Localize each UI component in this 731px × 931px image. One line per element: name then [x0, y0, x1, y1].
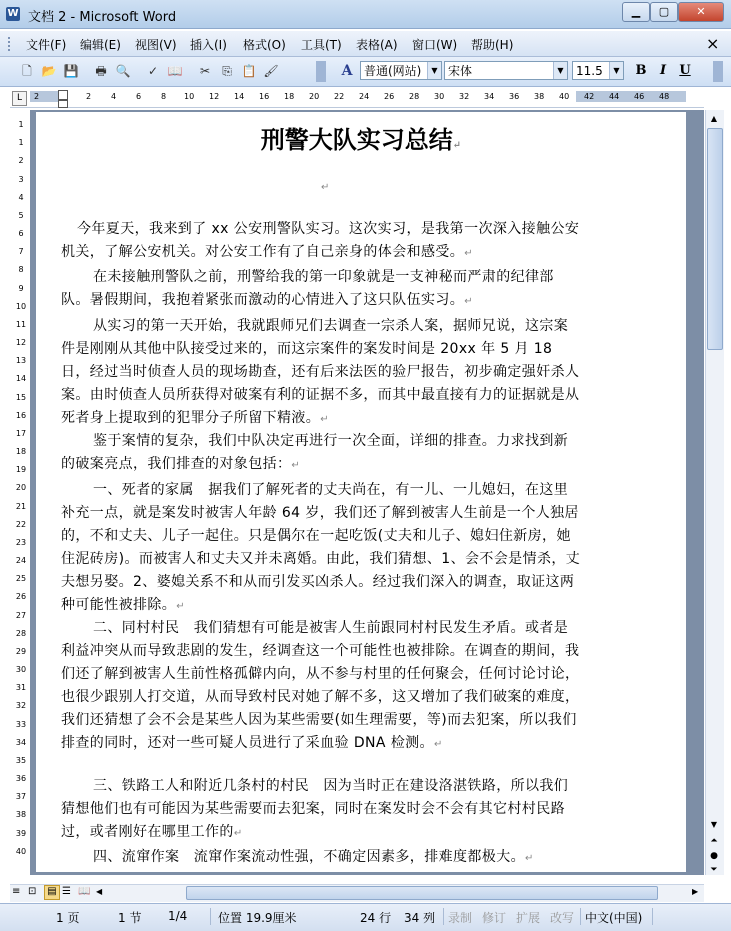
menu-file[interactable]: 文件(F)	[26, 38, 67, 52]
status-extend-selection[interactable]: 扩展	[516, 911, 541, 925]
vruler-number: 36	[15, 774, 27, 784]
ruler-number: 20	[309, 92, 320, 101]
vruler-number: 21	[15, 501, 27, 511]
ruler-number: 32	[459, 92, 470, 101]
status-separator	[210, 908, 211, 925]
paragraph-mark: ↵	[233, 828, 243, 839]
status-line: 24 行	[360, 911, 392, 925]
horizontal-scroll-thumb[interactable]	[186, 886, 658, 900]
vruler-number: 11	[15, 319, 27, 329]
vruler-number: 18	[15, 447, 27, 457]
vruler-number: 37	[15, 792, 27, 802]
status-track-changes[interactable]: 修订	[482, 911, 507, 925]
title-bar	[0, 0, 731, 29]
status-page: 1 页	[56, 911, 80, 925]
menu-format[interactable]: 格式(O)	[243, 38, 286, 52]
paragraph-mark: ↵	[464, 296, 473, 307]
menu-help[interactable]: 帮助(H)	[471, 38, 514, 52]
vertical-scroll-thumb[interactable]	[707, 128, 723, 350]
previous-page-icon[interactable]: ⏶	[710, 836, 718, 846]
vruler-number: 20	[15, 483, 27, 493]
status-separator	[580, 908, 581, 925]
vruler-number: 16	[15, 410, 27, 420]
style-select-value: 普通(网站)	[364, 64, 422, 78]
vertical-ruler[interactable]	[10, 110, 31, 875]
paragraph	[61, 846, 581, 870]
ruler-number: 48	[659, 92, 670, 101]
paragraph	[61, 218, 581, 265]
vruler-number: 31	[15, 683, 27, 693]
font-select[interactable]	[444, 61, 568, 80]
menu-edit[interactable]: 编辑(E)	[80, 38, 121, 52]
ruler-number: 2	[34, 92, 40, 101]
status-bar	[0, 903, 731, 931]
paragraph-mark: ↵	[291, 460, 301, 471]
vruler-number: 14	[15, 374, 27, 384]
menu-insert[interactable]: 插入(I)	[190, 38, 227, 52]
ruler-number: 38	[534, 92, 545, 101]
chevron-down-icon: ▼	[553, 62, 567, 79]
outline-view-icon[interactable]: ☰	[62, 886, 71, 897]
menu-tools[interactable]: 工具(T)	[301, 38, 342, 52]
scroll-left-arrow-icon[interactable]: ◀	[96, 887, 103, 896]
empty-paragraph-mark: ↵	[321, 182, 330, 193]
vruler-number: 2	[18, 156, 24, 166]
copy-icon[interactable]: ⎘	[222, 64, 232, 78]
print-icon[interactable]: 🖶	[95, 64, 107, 78]
vruler-number: 5	[18, 210, 24, 220]
ruler-number: 8	[161, 92, 167, 101]
minimize-button[interactable]: ▁	[622, 2, 650, 22]
vruler-number: 17	[15, 428, 27, 438]
toolbar-options-chevron[interactable]	[316, 61, 326, 82]
menu-grip[interactable]	[8, 37, 16, 51]
paragraph-text: 二、同村村民 我们猜想有可能是被害人生前跟同村村民发生矛盾。或者是利益冲突从而导致悲剧的发生，经调查这一个可能性也被排除。在调查的期间，我们还了解到被害人生前性格孤僻内向，从不参与村里的任何聚会，任何讨论讨论，也很少跟别人打交道，从而导致村民对她了解不多，这又增加了我们破案的难度，我们还猜想了会不会是某些人因为某些需要(如生理需要，等)而去犯案，所以我们排查的同时，还对一些可疑人员进行了采血验 DNA 检测。	[61, 620, 580, 751]
document-title-text: 刑警大队实习总结	[260, 125, 453, 154]
ruler-number: 16	[259, 92, 270, 101]
normal-view-icon[interactable]: ≡	[12, 886, 21, 897]
toolbar-options-chevron-2[interactable]	[713, 61, 723, 82]
status-column: 34 列	[404, 911, 436, 925]
vruler-number: 1	[18, 138, 24, 148]
vruler-number: 3	[18, 174, 24, 184]
style-select[interactable]	[360, 61, 442, 80]
close-document-button[interactable]: ×	[706, 34, 720, 53]
vruler-number: 27	[15, 610, 27, 620]
vruler-number: 30	[15, 665, 27, 675]
vruler-number: 6	[18, 229, 24, 239]
toolbar	[0, 57, 731, 87]
vruler-number: 34	[15, 737, 27, 747]
ruler-number: 6	[136, 92, 142, 101]
select-browse-object-icon[interactable]: ●	[710, 851, 718, 861]
vruler-number: 23	[15, 537, 27, 547]
status-separator	[652, 908, 653, 925]
web-layout-view-icon[interactable]: ⊡	[28, 886, 37, 897]
new-document-icon[interactable]: 🗋	[22, 64, 32, 78]
paragraph	[61, 617, 581, 756]
paragraph-text: 一、死者的家属 据我们了解死者的丈夫尚在，有一儿、一儿媳妇，在这里补充一点，就是案发时被害人年龄 64 岁，我们还了解到被害人生前是一个人独居的，不和丈夫、儿子一起住。只是偶尔在一起吃饭(丈夫和儿子、媳妇住新房，她住泥砖房)。而被害人和丈夫又并未离婚。由此，我们猜想、1、会不会是情杀，丈夫想另娶。2、婆媳关系不和从而引发买凶杀人。经过我们深入的调查，取证这两种可能性被排除。	[61, 482, 581, 613]
status-pages: 1/4	[168, 909, 188, 923]
open-folder-icon[interactable]: 📂	[41, 64, 57, 78]
ruler-number: 46	[634, 92, 645, 101]
ruler-number: 42	[584, 92, 595, 101]
vruler-number: 19	[15, 465, 27, 475]
vruler-number: 35	[15, 755, 27, 765]
paragraph	[61, 479, 581, 618]
paragraph	[61, 775, 581, 845]
window-title: 文档 2 - Microsoft Word	[28, 10, 177, 25]
paragraph-text: 在未接触刑警队之前，刑警给我的第一印象就是一支神秘而严肃的纪律部队。暑假期间，我抱着紧张而激动的心情进入了这只队伍实习。	[61, 269, 554, 308]
status-separator	[443, 908, 444, 925]
paragraph-text: 四、流窜作案 流窜作案流动性强，不确定因素多，排难度都极大。	[93, 849, 525, 865]
vruler-number: 32	[15, 701, 27, 711]
print-preview-icon[interactable]: 🔍	[115, 64, 131, 78]
tab-selector[interactable]: L	[12, 91, 27, 106]
vruler-number: 9	[18, 283, 24, 293]
scroll-up-arrow-icon[interactable]: ▲	[710, 114, 718, 123]
document-title	[36, 120, 686, 155]
vruler-number: 39	[15, 828, 27, 838]
paragraph	[61, 430, 581, 477]
vruler-number: 29	[15, 646, 27, 656]
ruler-numbers	[0, 89, 731, 107]
vruler-number: 26	[15, 592, 27, 602]
ruler-number: 44	[609, 92, 620, 101]
status-language[interactable]: 中文(中国)	[585, 911, 643, 925]
close-window-button[interactable]: ✕	[678, 2, 724, 22]
vertical-ruler-numbers	[10, 110, 30, 875]
vruler-number: 10	[15, 301, 27, 311]
paragraph-text: 今年夏天，我来到了 xx 公安刑警队实习。这次实习，是我第一次深入接触公安机关，了解公安机关。对公安工作有了自己亲身的体会和感受。	[61, 221, 580, 260]
menu-view[interactable]: 视图(V)	[135, 38, 177, 52]
paragraph-text: 从实习的第一天开始，我就跟师兄们去调查一宗杀人案，据师兄说，这宗案件是刚刚从其他中队接受过来的，而这宗案件的案发时间是 20xx 年 5 月 18 日，经过当时侦查人员的现场勘查，还有后来法医的验尸报告，初步确定强奸杀人案。由时侦查人员所获得对破案有利的证据不多，而其中最直接有力的证据就是从死者身上提取到的犯罪分子所留下精液。	[61, 318, 580, 426]
vruler-number: 13	[15, 356, 27, 366]
spelling-icon[interactable]: ✓	[147, 64, 159, 78]
vruler-number: 12	[15, 338, 27, 348]
paragraph-mark: ↵	[452, 140, 462, 151]
ruler-number: 26	[384, 92, 395, 101]
vruler-number: 4	[18, 192, 24, 202]
vruler-number: 24	[15, 556, 27, 566]
ruler-number: 40	[559, 92, 570, 101]
menu-window[interactable]: 窗口(W)	[412, 38, 458, 52]
ruler-number: 30	[434, 92, 445, 101]
scroll-down-arrow-icon[interactable]: ▼	[710, 820, 718, 829]
menu-bar	[0, 31, 731, 57]
cut-icon[interactable]: ✂	[199, 64, 211, 78]
paste-icon[interactable]: 📋	[241, 64, 257, 78]
paragraph-mark: ↵	[176, 601, 185, 612]
ruler-number: 36	[509, 92, 520, 101]
paragraph	[61, 315, 581, 431]
chevron-down-icon: ▼	[427, 62, 441, 79]
vruler-number: 40	[15, 846, 27, 856]
font-select-value: 宋体	[448, 64, 473, 78]
ruler-number: 22	[334, 92, 345, 101]
vruler-number: 7	[18, 247, 24, 257]
status-overtype[interactable]: 改写	[550, 911, 575, 925]
maximize-button[interactable]: ▢	[650, 2, 678, 22]
vruler-number: 8	[18, 265, 24, 275]
next-page-icon[interactable]: ⏷	[710, 865, 718, 875]
italic-button[interactable]: I	[659, 63, 667, 78]
ruler-number: 4	[111, 92, 117, 101]
font-size-select[interactable]	[572, 61, 624, 80]
ruler-number: 14	[234, 92, 245, 101]
ruler-number: 10	[184, 92, 195, 101]
chevron-down-icon: ▼	[609, 62, 623, 79]
styles-formatting-icon[interactable]: A	[341, 63, 353, 79]
bold-button[interactable]: B	[635, 63, 647, 78]
paragraph-mark: ↵	[433, 739, 443, 750]
status-position: 位置 19.9厘米	[218, 911, 297, 925]
ruler-number: 24	[359, 92, 370, 101]
ruler-number: 2	[86, 92, 92, 101]
vruler-number: 25	[15, 574, 27, 584]
status-section: 1 节	[118, 911, 142, 925]
paragraph-mark: ↵	[525, 853, 534, 864]
paragraph-text: 鉴于案情的复杂，我们中队决定再进行一次全面，详细的排查。力求找到新的破案亮点，我们排查的对象包括：	[61, 433, 569, 472]
print-layout-view-icon[interactable]: ▤	[44, 885, 60, 900]
vruler-number: 22	[15, 519, 27, 529]
research-icon[interactable]: 📖	[167, 64, 183, 78]
format-painter-icon[interactable]: 🖌	[263, 64, 279, 78]
scroll-right-arrow-icon[interactable]: ▶	[692, 887, 699, 896]
ruler-number: 18	[284, 92, 295, 101]
paragraph-text: 三、铁路工人和附近几条村的村民 因为当时正在建设洛湛铁路，所以我们猜想他们也有可能因为某些需要而去犯案，同时在案发时会不会有其它村村民路过，或者刚好在哪里工作的	[61, 778, 569, 840]
vruler-number: 28	[15, 628, 27, 638]
status-record-macro[interactable]: 录制	[448, 911, 473, 925]
vruler-number: 33	[15, 719, 27, 729]
paragraph-mark: ↵	[464, 248, 473, 259]
ruler-number: 28	[409, 92, 420, 101]
vruler-number: 38	[15, 810, 27, 820]
document-page[interactable]	[36, 112, 686, 872]
word-app-icon[interactable]: W	[7, 8, 19, 19]
ruler-number: 34	[484, 92, 495, 101]
save-icon[interactable]: 💾	[63, 64, 79, 78]
font-size-value: 11.5	[576, 64, 603, 78]
vruler-number: 1	[18, 120, 24, 129]
menu-table[interactable]: 表格(A)	[356, 38, 398, 52]
reading-layout-icon[interactable]: 📖	[78, 886, 91, 897]
ruler-number: 12	[209, 92, 220, 101]
paragraph-mark: ↵	[320, 414, 329, 425]
underline-button[interactable]: U	[679, 63, 691, 78]
vruler-number: 15	[15, 392, 27, 402]
paragraph	[61, 266, 581, 313]
